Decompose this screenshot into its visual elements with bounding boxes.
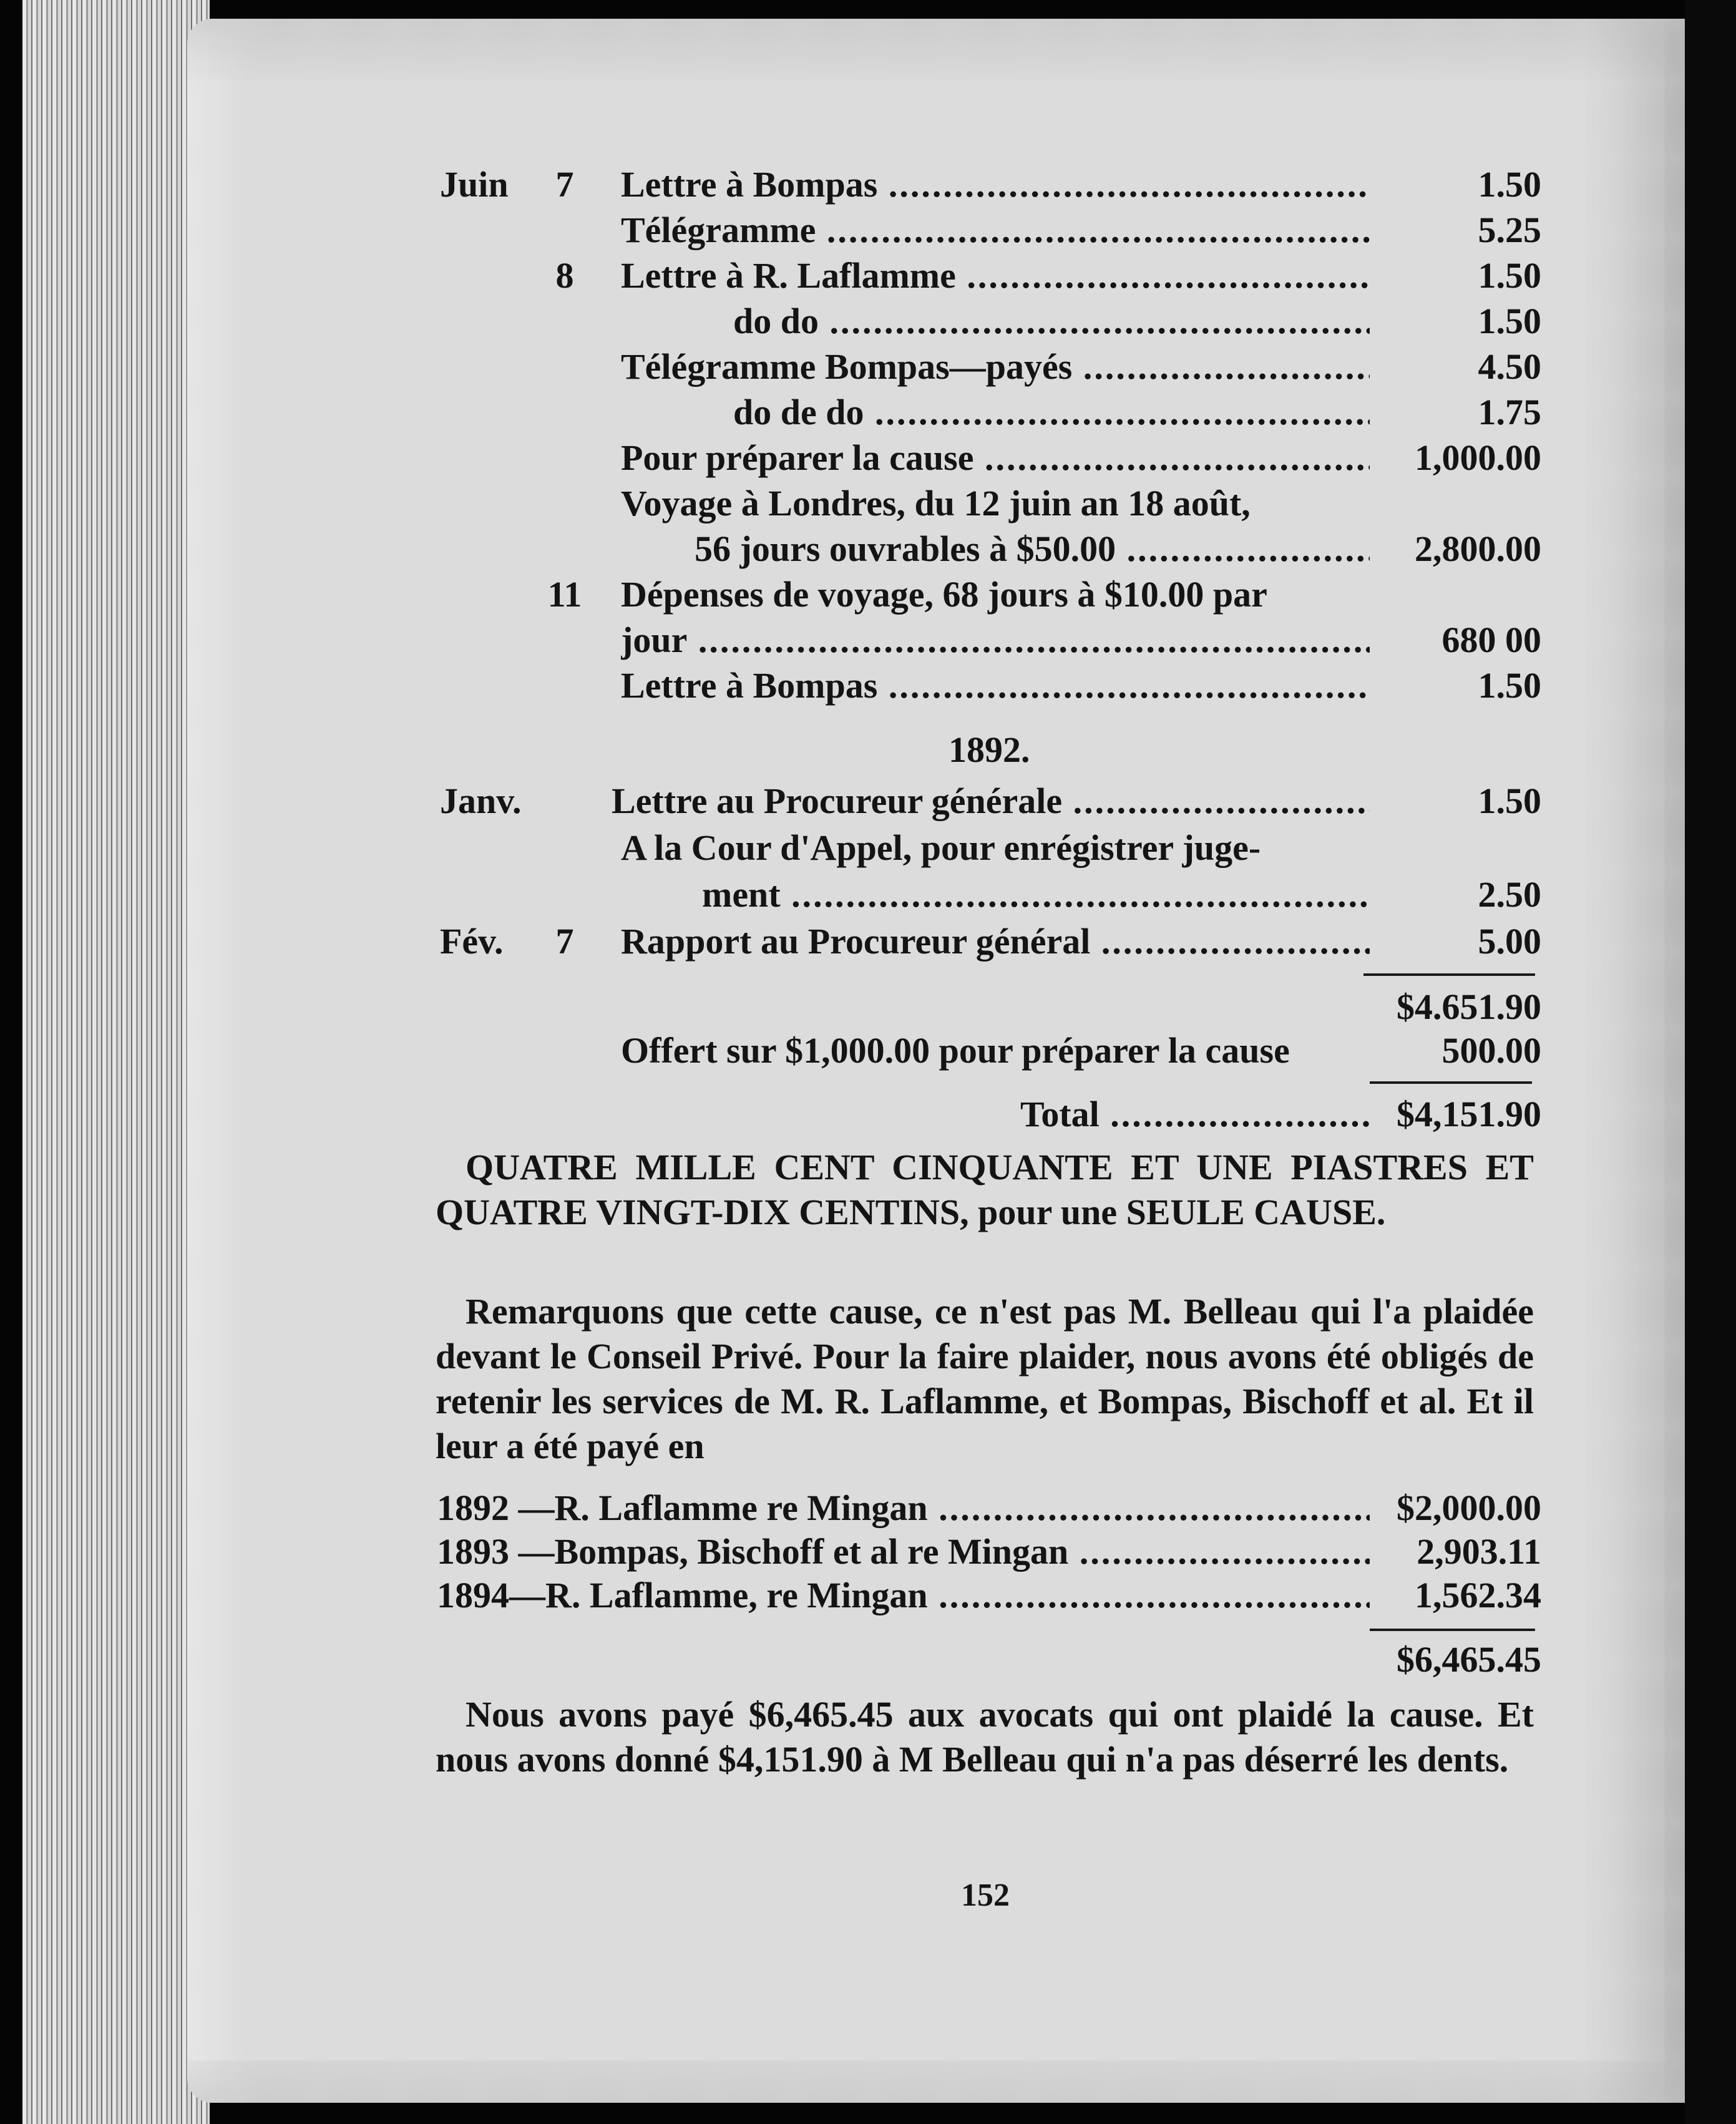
entry-amount: 1.50	[1478, 665, 1541, 706]
remark-paragraph: Remarquons que cette cause, ce n'est pas M. Belleau qui l'a plaidée devant le Conseil Privé. Pour la faire plaider, nous avons été obligés de retenir les services de M. R. Laflamme, et Bompas, Bischoff et al. Et il leur a été payé en	[436, 1291, 1534, 1466]
ledger-row	[0, 920, 1736, 965]
entry-amount: 1,000.00	[1415, 437, 1541, 478]
dot-leader	[877, 665, 1370, 706]
entry-month: Janv.	[440, 781, 522, 821]
fee-label-text: 1893 —Bompas, Bischoff et al re Mingan	[437, 1531, 1069, 1572]
entry-description	[621, 255, 1370, 296]
entry-description	[621, 619, 1370, 661]
subtotal-rule	[1363, 973, 1535, 976]
dot-leader	[1062, 781, 1370, 821]
ledger-row	[0, 619, 1736, 664]
ledger-row	[0, 874, 1736, 918]
page-number: 152	[961, 1878, 1010, 1913]
entry-description	[621, 482, 1370, 524]
entry-description	[621, 573, 1370, 615]
dot-leader	[687, 620, 1370, 660]
ledger-row	[0, 255, 1736, 300]
fee-label	[437, 1487, 1370, 1529]
entry-description-text: Lettre à R. Laflamme	[621, 255, 956, 296]
entry-description-text: jour	[621, 620, 688, 660]
entry-amount: 680 00	[1441, 620, 1541, 660]
dot-leader	[781, 874, 1370, 915]
dot-leader	[956, 255, 1370, 296]
entry-description-text: Rapport au Procureur général	[621, 921, 1091, 962]
entry-description-text: A la Cour d'Appel, pour enrégistrer juge-	[621, 827, 1261, 868]
offset-amount: 500.00	[1441, 1030, 1541, 1071]
entry-description-text: Voyage à Londres, du 12 juin an 18 août,	[621, 483, 1251, 524]
entry-amount: 1.50	[1478, 301, 1541, 341]
entry-description-text: 56 jours ouvrables à $50.00	[695, 529, 1116, 569]
ledger-row	[0, 300, 1736, 345]
entry-description	[621, 827, 1370, 869]
entry-amount: 5.25	[1478, 210, 1541, 250]
entry-description	[733, 391, 1370, 433]
year-heading: 1892.	[948, 729, 1030, 770]
dot-leader	[1068, 1531, 1370, 1572]
fee-label-text: 1892 —R. Laflamme re Mingan	[437, 1488, 928, 1528]
entry-description-text: Télégramme	[621, 210, 816, 250]
ledger-row	[0, 209, 1736, 254]
fees-total-rule	[1370, 1629, 1535, 1631]
dot-leader	[928, 1575, 1370, 1615]
entry-description-text: ment	[702, 874, 781, 915]
ledger-row	[0, 827, 1736, 872]
entry-description-text: Lettre à Bompas	[621, 164, 878, 205]
dot-leader	[973, 437, 1370, 478]
ledger-row	[0, 665, 1736, 709]
fee-amount: $2,000.00	[1397, 1488, 1541, 1528]
ledger-row	[0, 346, 1736, 391]
entry-description-text: Lettre au Procureur générale	[612, 781, 1063, 821]
entry-month: Fév.	[440, 921, 504, 962]
entry-description-text: Dépenses de voyage, 68 jours à $10.00 par	[621, 574, 1267, 615]
dot-leader	[816, 210, 1370, 250]
fees-total-amount: $6,465.45	[1397, 1639, 1541, 1680]
amount-in-words-paragraph: QUATRE MILLE CENT CINQUANTE ET UNE PIASTRES ET QUATRE VINGT-DIX CENTINS, pour une SEULE CAUSE.	[436, 1147, 1534, 1232]
fee-label-text: 1894—R. Laflamme, re Mingan	[437, 1575, 928, 1615]
dot-leader	[819, 301, 1370, 341]
subtotal-amount: $4.651.90	[1397, 986, 1541, 1027]
fee-label	[437, 1574, 1370, 1616]
entry-month: Juin	[440, 164, 509, 205]
entry-amount: 5.00	[1478, 921, 1541, 962]
entry-description	[621, 209, 1370, 251]
total-label: Total .....	[1020, 1093, 1370, 1135]
fee-row	[0, 1574, 1736, 1619]
entry-description	[695, 528, 1370, 570]
total-amount: $4,151.90	[1397, 1094, 1541, 1134]
total-row	[0, 1093, 1736, 1138]
entry-amount: 1.75	[1478, 392, 1541, 432]
entry-amount: 1.50	[1478, 164, 1541, 205]
entry-description-text: Lettre à Bompas	[621, 665, 878, 706]
entry-day: 7	[555, 921, 574, 962]
dot-leader	[864, 392, 1370, 432]
ledger-row	[0, 528, 1736, 573]
total-rule	[1370, 1081, 1532, 1084]
entry-description	[621, 920, 1370, 962]
entry-amount: 2,800.00	[1415, 529, 1541, 569]
entry-day: 7	[555, 164, 574, 205]
dot-leader	[1090, 921, 1370, 962]
offset-row	[0, 1030, 1736, 1074]
entry-description	[621, 437, 1370, 479]
entry-description-text: Télégramme Bompas—payés	[621, 346, 1073, 387]
entry-description	[621, 163, 1370, 205]
dot-leader	[877, 164, 1370, 205]
ledger-row	[0, 163, 1736, 208]
entry-description	[621, 665, 1370, 706]
dot-leader	[1072, 346, 1370, 387]
entry-amount: 4.50	[1478, 346, 1541, 387]
ledger-row	[0, 437, 1736, 482]
fee-label	[437, 1531, 1370, 1572]
dot-leader	[928, 1488, 1370, 1528]
entry-amount: 2.50	[1478, 874, 1541, 915]
entry-description	[733, 300, 1370, 342]
fee-row	[0, 1487, 1736, 1532]
fee-row	[0, 1531, 1736, 1576]
conclusion-paragraph: Nous avons payé $6,465.45 aux avocats qui ont plaidé la cause. Et nous avons donné $4,151.90 à M Belleau qui n'a pas déserré les dents.	[436, 1694, 1534, 1780]
ledger-row	[0, 573, 1736, 618]
ledger-row	[0, 482, 1736, 527]
ledger-row	[0, 391, 1736, 436]
ledger-row	[0, 780, 1736, 825]
dot-leader	[1116, 529, 1370, 569]
fee-amount: 1,562.34	[1415, 1575, 1541, 1615]
entry-day: 8	[555, 255, 574, 296]
fee-amount: 2,903.11	[1417, 1531, 1541, 1572]
entry-description	[612, 780, 1370, 822]
entry-day: 11	[547, 574, 582, 615]
entry-description-text: do do	[733, 301, 819, 341]
entry-description	[702, 874, 1370, 915]
entry-amount: 1.50	[1478, 255, 1541, 296]
entry-amount: 1.50	[1478, 781, 1541, 821]
entry-description-text: do de do	[733, 392, 864, 432]
entry-description	[621, 346, 1370, 387]
offset-label: Offert sur $1,000.00 pour préparer la cause	[621, 1030, 1290, 1071]
entry-description-text: Pour préparer la cause	[621, 437, 974, 478]
